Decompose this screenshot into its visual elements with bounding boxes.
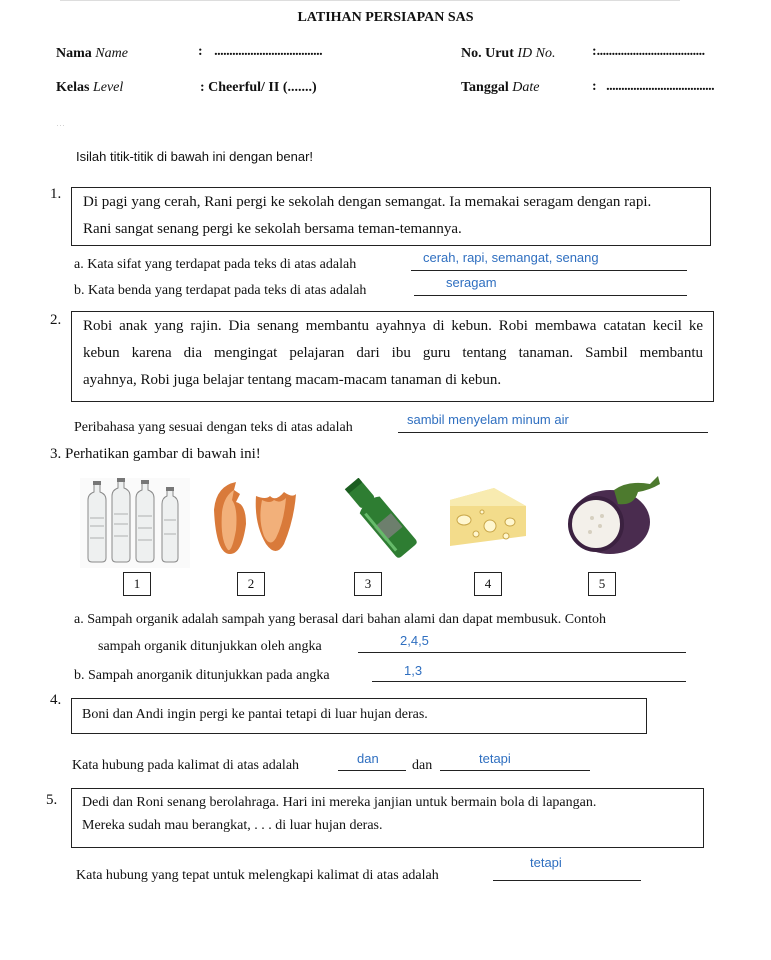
q2-answer: sambil menyelam minum air (407, 412, 569, 427)
q1a-question: a. Kata sifat yang terdapat pada teks di atas adalah (74, 257, 357, 272)
name-label-en: Name (95, 46, 128, 61)
image-label-2: 2 (237, 572, 265, 596)
q4-answer2-line[interactable] (440, 770, 590, 771)
faint-stamp: ··· (56, 120, 65, 130)
date-label (461, 80, 539, 96)
date-dots: .................................... (606, 79, 715, 94)
q3b-answer-line[interactable] (372, 681, 686, 682)
q1-passage-line1: Di pagi yang cerah, Rani pergi ke sekolah dengan semangat. Ia memakai seragam dengan rapi. (83, 194, 652, 210)
q4-connector: dan (412, 758, 433, 773)
q1b-answer: seragam (446, 275, 497, 290)
id-label-en: ID No. (517, 46, 556, 61)
q1a-answer-line[interactable] (411, 270, 687, 271)
q5-answer-line[interactable] (493, 880, 641, 881)
q4-answer1: dan (357, 751, 379, 766)
q5-answer: tetapi (530, 855, 562, 870)
image-label-3: 3 (354, 572, 382, 596)
q2-prompt: Peribahasa yang sesuai dengan teks di atas adalah (74, 420, 353, 435)
q5-number: 5. (46, 792, 58, 808)
name-field[interactable] (198, 44, 322, 60)
q5-passage-line2: Mereka sudah mau berangkat, . . . di luar hujan deras. (82, 818, 383, 833)
id-field[interactable] (592, 44, 705, 60)
q1b-answer-line[interactable] (414, 295, 687, 296)
q4-answer2: tetapi (479, 751, 511, 766)
class-label-en: Level (92, 80, 124, 95)
id-label (461, 46, 556, 62)
q2-passage-line2: kebun karena dia mengingat pelajaran dari ibu guru tentang tanaman. Sambil membantu (83, 345, 703, 361)
id-dots: .................................... (596, 44, 705, 59)
q5-prompt: Kata hubung yang tepat untuk melengkapi kalimat di atas adalah (76, 868, 439, 883)
q2-number: 2. (50, 312, 62, 328)
q1-number: 1. (50, 186, 62, 202)
date-label-id: Tanggal (461, 80, 509, 95)
glass-bottle-icon (342, 478, 422, 558)
image-label-4: 4 (474, 572, 502, 596)
q3a-question-line1: a. Sampah organik adalah sampah yang berasal dari bahan alami dan dapat membusuk. Contoh (74, 612, 606, 627)
q2-passage-line1: Robi anak yang rajin. Dia senang membantu ayahnya di kebun. Robi membawa catatan kecil ke (83, 318, 703, 334)
q4-prompt: Kata hubung pada kalimat di atas adalah (72, 758, 300, 773)
date-colon: : (592, 79, 597, 94)
instruction: Isilah titik-titik di bawah ini dengan benar! (76, 149, 314, 164)
q4-number: 4. (50, 692, 62, 708)
q2-answer-line[interactable] (398, 432, 708, 433)
id-colon: : (592, 44, 597, 59)
name-dots: .................................... (214, 44, 323, 59)
image-label-1: 1 (123, 572, 151, 596)
plastic-bottles-icon (80, 478, 190, 568)
q1b-question: b. Kata benda yang terdapat pada teks di atas adalah (74, 283, 367, 298)
name-label-id: Nama (56, 46, 92, 61)
q1a-answer: cerah, rapi, semangat, senang (423, 250, 599, 265)
q3b-question: b. Sampah anorganik ditunjukkan pada angka (74, 668, 330, 683)
date-label-en: Date (512, 80, 540, 95)
q3a-answer: 2,4,5 (400, 633, 429, 648)
eggplant-icon (562, 472, 662, 558)
class-label (56, 80, 123, 96)
q5-passage-line1: Dedi dan Roni senang berolahraga. Hari ini mereka janjian untuk bermain bola di lapangan. (82, 795, 597, 810)
cheese-icon (446, 486, 530, 548)
q4-answer1-line[interactable] (338, 770, 406, 771)
eggshell-icon (208, 480, 298, 560)
name-label (56, 46, 128, 62)
top-rule (60, 0, 680, 1)
q3b-answer: 1,3 (404, 663, 423, 678)
q1-passage-line2: Rani sangat senang pergi ke sekolah bersama teman-temannya. (83, 221, 462, 237)
q4-sentence: Boni dan Andi ingin pergi ke pantai tetapi di luar hujan deras. (82, 707, 428, 722)
q3a-answer-line[interactable] (358, 652, 686, 653)
q3a-question-line2: sampah organik ditunjukkan oleh angka (98, 639, 322, 654)
date-field[interactable] (592, 79, 714, 95)
id-label-id: No. Urut (461, 46, 514, 61)
name-colon: : (198, 44, 203, 59)
page-title: LATIHAN PERSIAPAN SAS (297, 10, 474, 25)
class-label-id: Kelas (56, 80, 90, 95)
q2-passage-line3: ayahnya, Robi juga belajar tentang macam-macam tanaman di kebun. (83, 372, 502, 388)
class-value: : Cheerful/ II (.......) (200, 80, 317, 95)
image-label-5: 5 (588, 572, 616, 596)
q3-heading: 3. Perhatikan gambar di bawah ini! (50, 446, 261, 462)
